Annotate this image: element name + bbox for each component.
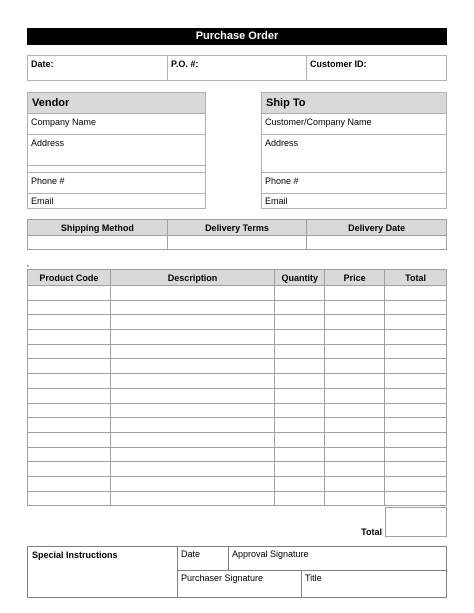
date-label: Date: [31, 59, 54, 69]
quantity-cell[interactable] [275, 462, 325, 477]
table-row [28, 388, 447, 403]
total-label: Total [361, 527, 382, 537]
description-cell[interactable] [110, 286, 275, 301]
product-code-header: Product Code [28, 270, 111, 286]
quantity-cell[interactable] [275, 344, 325, 359]
special-instructions-label: Special Instructions [32, 550, 118, 560]
table-row [28, 344, 447, 359]
grand-total-cell[interactable] [385, 507, 447, 537]
product-code-cell[interactable] [28, 374, 111, 389]
ship-to-address-label: Address [265, 138, 299, 148]
delivery-terms-header: Delivery Terms [167, 220, 307, 236]
table-row [28, 300, 447, 315]
product-code-cell[interactable] [28, 403, 111, 418]
shipping-method-cell[interactable] [28, 236, 168, 250]
ship-to-email-label: Email [265, 196, 288, 206]
vendor-address-label: Address [31, 138, 65, 148]
vendor-company-field[interactable] [27, 113, 206, 135]
description-header: Description [110, 270, 275, 286]
top-fields-row [27, 55, 447, 81]
description-cell[interactable] [110, 403, 275, 418]
product-code-cell[interactable] [28, 491, 111, 506]
total-cell[interactable] [385, 476, 447, 491]
ship-to-phone-field[interactable] [261, 172, 447, 194]
footer-date-label: Date [181, 549, 201, 559]
price-cell[interactable] [325, 315, 385, 330]
quantity-cell[interactable] [275, 491, 325, 506]
product-code-cell[interactable] [28, 300, 111, 315]
price-cell[interactable] [325, 359, 385, 374]
vendor-heading: Vendor [27, 92, 206, 114]
product-code-cell[interactable] [28, 418, 111, 433]
quantity-cell[interactable] [275, 476, 325, 491]
price-cell[interactable] [325, 374, 385, 389]
vendor-email-label: Email [31, 196, 54, 206]
price-cell[interactable] [325, 476, 385, 491]
price-cell[interactable] [325, 403, 385, 418]
ship-to-email-field[interactable] [261, 193, 447, 209]
quantity-cell[interactable] [275, 403, 325, 418]
total-cell[interactable] [385, 403, 447, 418]
product-code-cell[interactable] [28, 344, 111, 359]
quantity-cell[interactable] [275, 359, 325, 374]
table-row [28, 447, 447, 462]
product-code-cell[interactable] [28, 447, 111, 462]
total-cell[interactable] [385, 300, 447, 315]
price-cell[interactable] [325, 344, 385, 359]
price-cell[interactable] [325, 388, 385, 403]
quantity-cell[interactable] [275, 286, 325, 301]
total-cell[interactable] [385, 344, 447, 359]
description-cell[interactable] [110, 491, 275, 506]
total-cell[interactable] [385, 491, 447, 506]
description-cell[interactable] [110, 300, 275, 315]
delivery-terms-cell[interactable] [167, 236, 307, 250]
description-cell[interactable] [110, 359, 275, 374]
quantity-header: Quantity [275, 270, 325, 286]
total-cell[interactable] [385, 330, 447, 345]
items-table [27, 269, 447, 506]
total-cell[interactable] [385, 418, 447, 433]
table-row [28, 418, 447, 433]
special-instructions-box[interactable] [27, 546, 178, 598]
table-row [28, 476, 447, 491]
total-cell[interactable] [385, 374, 447, 389]
product-code-cell[interactable] [28, 432, 111, 447]
customer-id-field[interactable] [307, 56, 446, 80]
table-row [28, 403, 447, 418]
quantity-cell[interactable] [275, 418, 325, 433]
purchaser-signature-field[interactable] [177, 570, 302, 598]
price-cell[interactable] [325, 491, 385, 506]
description-cell[interactable] [110, 462, 275, 477]
quantity-cell[interactable] [275, 447, 325, 462]
shipping-method-header: Shipping Method [28, 220, 168, 236]
shipping-table [27, 219, 447, 250]
price-cell[interactable] [325, 286, 385, 301]
quantity-cell[interactable] [275, 374, 325, 389]
total-cell[interactable] [385, 462, 447, 477]
price-cell[interactable] [325, 300, 385, 315]
table-row [28, 432, 447, 447]
description-cell[interactable] [110, 418, 275, 433]
vendor-phone-field[interactable] [27, 265, 29, 267]
shipping-header-row [28, 220, 447, 236]
vendor-company-label: Company Name [31, 117, 97, 127]
title-field[interactable] [301, 570, 447, 598]
ship-to-address-field[interactable] [261, 134, 447, 173]
price-cell[interactable] [325, 462, 385, 477]
description-cell[interactable] [110, 432, 275, 447]
ship-to-company-field[interactable] [261, 113, 447, 135]
price-cell[interactable] [325, 432, 385, 447]
delivery-date-cell[interactable] [307, 236, 447, 250]
title-label: Title [305, 573, 322, 583]
total-header: Total [385, 270, 447, 286]
quantity-cell[interactable] [275, 432, 325, 447]
footer-date-field[interactable] [177, 546, 229, 571]
quantity-cell[interactable] [275, 315, 325, 330]
total-cell[interactable] [385, 359, 447, 374]
delivery-date-header: Delivery Date [307, 220, 447, 236]
date-field[interactable] [28, 56, 168, 80]
shipping-value-row [28, 236, 447, 250]
total-cell[interactable] [385, 432, 447, 447]
product-code-cell[interactable] [28, 388, 111, 403]
po-number-field[interactable] [168, 56, 307, 80]
description-cell[interactable] [110, 374, 275, 389]
po-number-label: P.O. #: [171, 59, 199, 69]
price-cell[interactable] [325, 418, 385, 433]
vendor-email-field[interactable] [27, 193, 206, 209]
description-cell[interactable] [110, 447, 275, 462]
total-cell[interactable] [385, 286, 447, 301]
total-cell[interactable] [385, 388, 447, 403]
page-title: Purchase Order [27, 28, 447, 45]
ship-to-heading: Ship To [261, 92, 447, 114]
description-cell[interactable] [110, 388, 275, 403]
approval-signature-field[interactable] [228, 546, 447, 571]
ship-to-phone-label: Phone # [265, 176, 299, 186]
table-row [28, 286, 447, 301]
description-cell[interactable] [110, 315, 275, 330]
product-code-cell[interactable] [28, 359, 111, 374]
quantity-cell[interactable] [275, 388, 325, 403]
vendor-address-field-lower [27, 134, 206, 173]
purchaser-signature-label: Purchaser Signature [181, 573, 264, 583]
product-code-cell[interactable] [28, 462, 111, 477]
product-code-cell[interactable] [28, 330, 111, 345]
approval-signature-label: Approval Signature [232, 549, 309, 559]
table-row [28, 330, 447, 345]
description-cell[interactable] [110, 476, 275, 491]
table-row [28, 462, 447, 477]
table-row [28, 374, 447, 389]
total-cell[interactable] [385, 315, 447, 330]
price-header: Price [325, 270, 385, 286]
quantity-cell[interactable] [275, 300, 325, 315]
items-header-row [28, 270, 447, 286]
description-cell[interactable] [110, 330, 275, 345]
description-cell[interactable] [110, 344, 275, 359]
product-code-cell[interactable] [28, 286, 111, 301]
ship-to-company-label: Customer/Company Name [265, 117, 372, 127]
items-body [28, 286, 447, 506]
table-row [28, 359, 447, 374]
price-cell[interactable] [325, 447, 385, 462]
price-cell[interactable] [325, 330, 385, 345]
product-code-cell[interactable] [28, 315, 111, 330]
total-cell[interactable] [385, 447, 447, 462]
product-code-cell[interactable] [28, 476, 111, 491]
customer-id-label: Customer ID: [310, 59, 367, 69]
vendor-phone-field[interactable] [27, 172, 206, 194]
quantity-cell[interactable] [275, 330, 325, 345]
table-row [28, 315, 447, 330]
vendor-phone-label: Phone # [31, 176, 65, 186]
table-row [28, 491, 447, 506]
